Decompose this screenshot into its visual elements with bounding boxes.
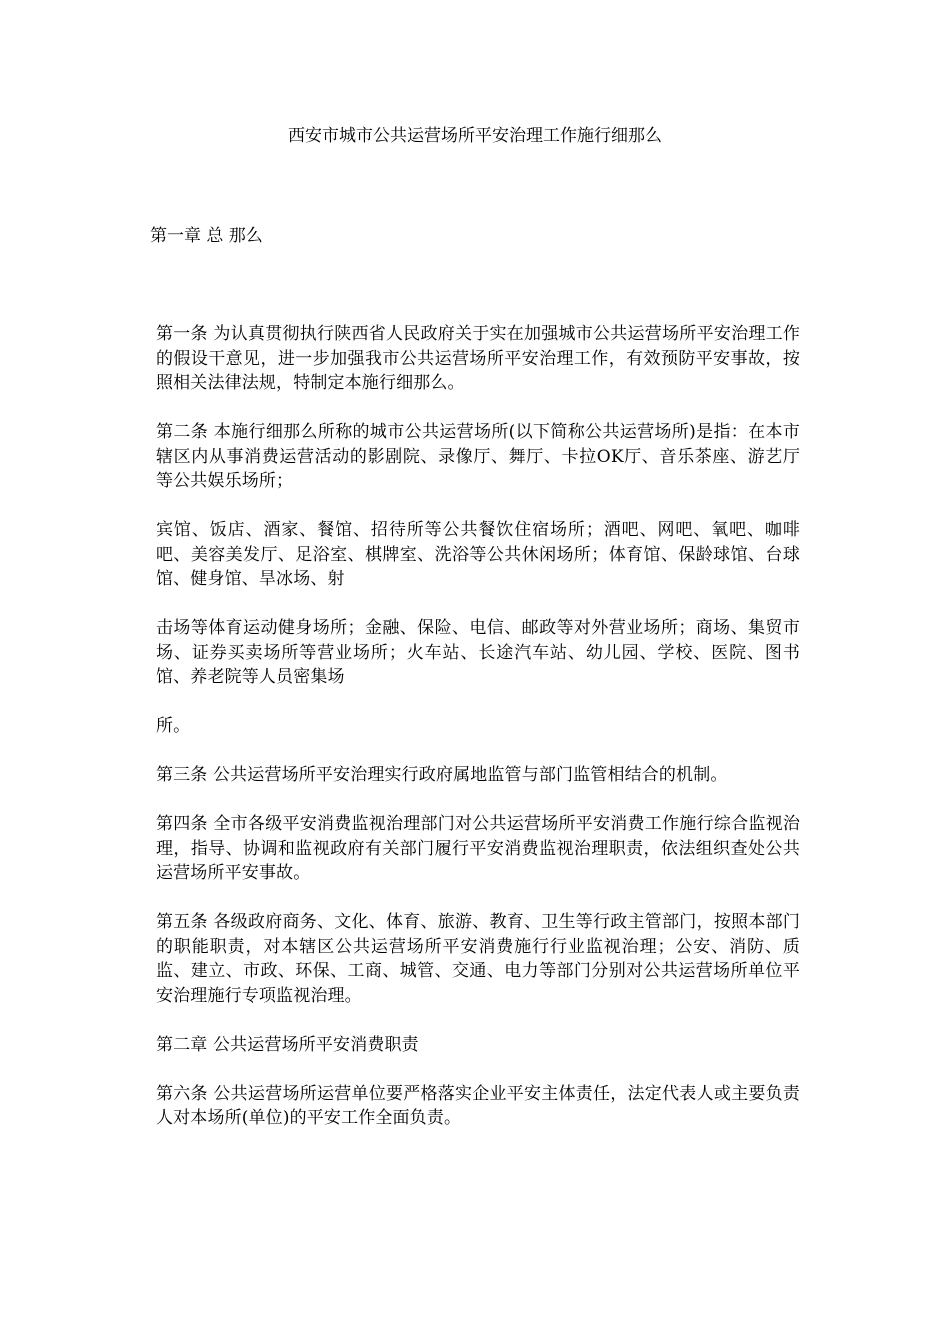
article-2: 第二条 本施行细那么所称的城市公共运营场所(以下简称公共运营场所)是指：在本市辖区内从事消费运营活动的影剧院、录像厅、舞厅、卡拉OK厅、音乐茶座、游艺厅等公共娱乐场所； xyxy=(156,422,800,491)
article-5: 第五条 各级政府商务、文化、体育、旅游、教育、卫生等行政主管部门，按照本部门的职能职责，对本辖区公共运营场所平安消费施行行业监视治理；公安、消防、质监、建立、市政、环保、工商、城管、交通、电力等部门分别对公共运营场所单位平安治理施行专项监视治理。 xyxy=(156,912,800,1006)
article-3: 第三条 公共运营场所平安治理实行政府属地监管与部门监管相结合的机制。 xyxy=(156,765,728,785)
chapter-2-heading: 第二章 公共运营场所平安消费职责 xyxy=(156,1034,419,1055)
document-body xyxy=(150,322,800,1155)
article-2-continued-c: 所。 xyxy=(156,716,191,736)
document-title: 西安市城市公共运营场所平安治理工作施行细那么 xyxy=(288,126,662,146)
chapter-heading: 第一章 总 那么 xyxy=(150,226,263,246)
article-4: 第四条 全市各级平安消费监视治理部门对公共运营场所平安消费工作施行综合监视治理，指导、协调和监视政府有关部门履行平安消费监视治理职责，依法组织查处公共运营场所平安事故。 xyxy=(156,814,800,883)
article-1: 第一条 为认真贯彻执行陕西省人民政府关于实在加强城市公共运营场所平安治理工作的假设干意见，进一步加强我市公共运营场所平安治理工作，有效预防平安事故，按照相关法律法规，特制定本施行细那么。 xyxy=(156,324,800,393)
article-2-continued-b: 击场等体育运动健身场所；金融、保险、电信、邮政等对外营业场所；商场、集贸市场、证券买卖场所等营业场所；火车站、长途汽车站、幼儿园、学校、医院、图书馆、养老院等人员密集场 xyxy=(156,618,800,687)
article-6: 第六条 公共运营场所运营单位要严格落实企业平安主体责任，法定代表人或主要负责人对本场所(单位)的平安工作全面负责。 xyxy=(156,1083,800,1128)
article-2-continued-a: 宾馆、饭店、酒家、餐馆、招待所等公共餐饮住宿场所；酒吧、网吧、氧吧、咖啡吧、美容美发厅、足浴室、棋牌室、洗浴等公共休闲场所；体育馆、保龄球馆、台球馆、健身馆、旱冰场、射 xyxy=(156,520,800,589)
